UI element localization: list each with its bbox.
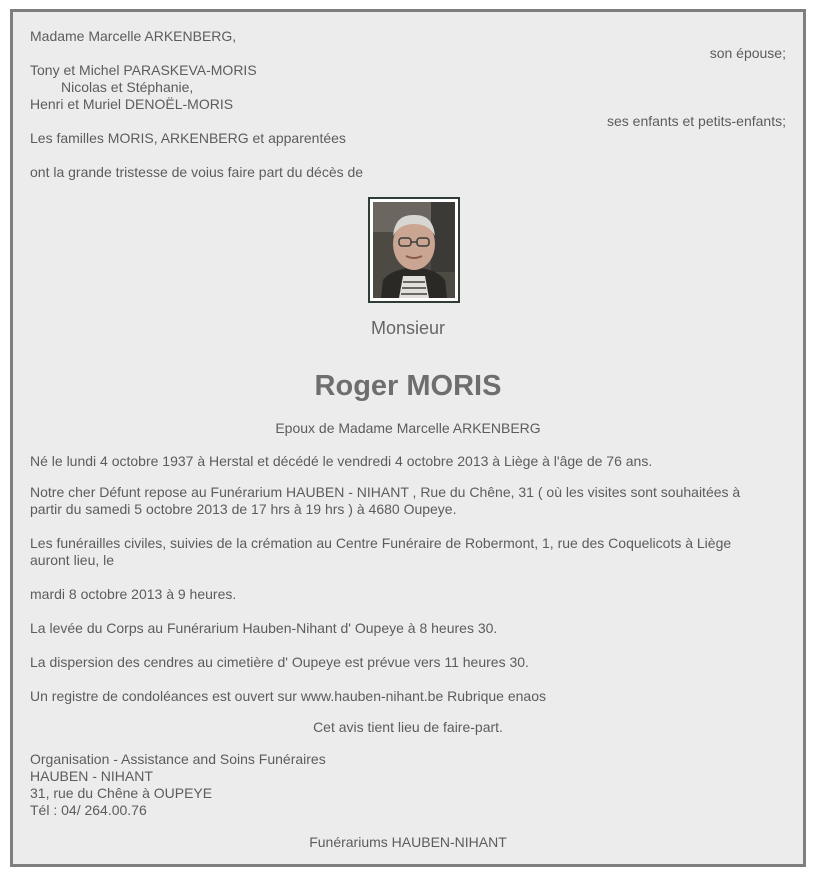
notice: Cet avis tient lieu de faire-part.	[313, 719, 503, 735]
funeral-line-1: Les funérailles civiles, suivies de la crémation au Centre Funéraire de Robermont, 1, rue des Coquelicots à Liège	[30, 535, 732, 551]
children-role: ses enfants et petits-enfants;	[607, 113, 786, 129]
extended-families: Les familles MORIS, ARKENBERG et apparentées	[30, 130, 346, 146]
child-family-1: Tony et Michel PARASKEVA-MORIS	[30, 62, 257, 78]
footer: Funérariums HAUBEN-NIHANT	[309, 834, 507, 850]
deceased-name: Roger MORIS	[314, 370, 502, 402]
organisation-line-2: HAUBEN - NIHANT	[30, 768, 153, 784]
funeral-date: mardi 8 octobre 2013 à 9 heures.	[30, 586, 237, 602]
organisation-address: 31, rue du Chêne à OUPEYE	[30, 785, 213, 801]
obituary-card	[10, 9, 806, 867]
dispersion: La dispersion des cendres au cimetière d' Oupeye est prévue vers 11 heures 30.	[30, 654, 529, 670]
portrait-image	[373, 202, 455, 298]
deceased-title: Monsieur	[370, 318, 446, 338]
child-family-2: Henri et Muriel DENOËL-MORIS	[30, 96, 234, 112]
grandchildren: Nicolas et Stéphanie,	[61, 79, 194, 95]
birth-death: Né le lundi 4 octobre 1937 à Herstal et décédé le vendredi 4 octobre 2013 à Liège à l'âge de 76 ans.	[30, 453, 653, 469]
organisation-line-1: Organisation - Assistance and Soins Funéraires	[30, 751, 326, 767]
repose-line-1: Notre cher Défunt repose au Funérarium HAUBEN - NIHANT , Rue du Chêne, 31 ( où les visites sont souhaitées à	[30, 484, 741, 500]
announcement: ont la grande tristesse de voius faire part du décès de	[30, 164, 364, 180]
funeral-line-2: auront lieu, le	[30, 552, 115, 568]
spouse-name: Madame Marcelle ARKENBERG,	[30, 28, 237, 44]
deceased-photo	[368, 197, 460, 303]
spouse-role: son épouse;	[709, 45, 786, 61]
registry: Un registre de condoléances est ouvert sur www.hauben-nihant.be Rubrique enaos	[30, 688, 546, 704]
levee: La levée du Corps au Funérarium Hauben-Nihant d' Oupeye à 8 heures 30.	[30, 620, 498, 636]
repose-line-2: partir du samedi 5 octobre 2013 de 17 hrs à 19 hrs ) à 4680 Oupeye.	[30, 501, 457, 517]
organisation-phone: Tél : 04/ 264.00.76	[30, 802, 147, 818]
spouse-line: Epoux de Madame Marcelle ARKENBERG	[275, 420, 541, 436]
